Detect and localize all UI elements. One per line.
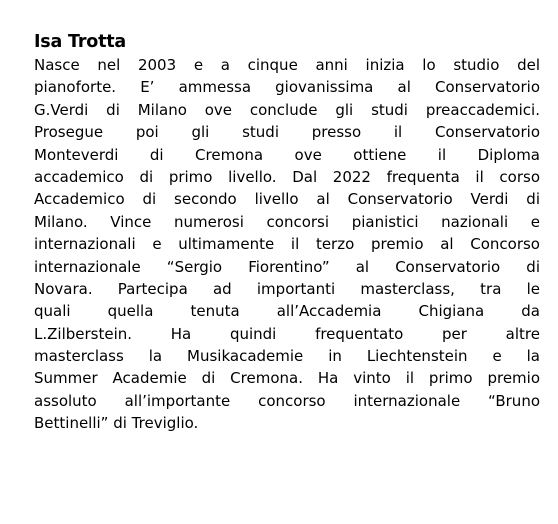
bio-line-12: quali quella tenuta all’Accademia Chigiana da [34, 302, 540, 321]
bio-line-10: internazionale “Sergio Fiorentino” al Conservatorio di [34, 257, 540, 276]
bio-line-11: Novara. Partecipa ad importanti masterclass, tra le [34, 279, 540, 298]
bio-line-3: G.Verdi di Milano ove conclude gli studi preaccademici. [34, 100, 540, 119]
bio-paragraph [34, 54, 540, 435]
bio-line-15: Summer Academie di Cremona. Ha vinto il primo premio [34, 369, 540, 388]
bio-line-2: pianoforte. E’ ammessa giovanissima al Conservatorio [34, 78, 540, 97]
biography-section [34, 30, 540, 435]
bio-line-8: Milano. Vince numerosi concorsi pianistici nazionali e [34, 212, 540, 231]
bio-line-17: Bettinelli” di Treviglio. [34, 414, 199, 433]
bio-line-9: internazionali e ultimamente il terzo premio al Concorso [34, 235, 540, 254]
bio-line-13: L.Zilberstein. Ha quindi frequentato per altre [34, 324, 540, 343]
bio-line-1: Nasce nel 2003 e a cinque anni inizia lo studio del [34, 56, 540, 74]
bio-line-14: masterclass la Musikacademie in Liechtenstein e la [34, 347, 540, 366]
bio-line-6: accademico di primo livello. Dal 2022 frequenta il corso [34, 167, 540, 186]
bio-line-4: Prosegue poi gli studi presso il Conservatorio [34, 123, 540, 142]
bio-line-7: Accademico di secondo livello al Conservatorio Verdi di [34, 190, 540, 209]
bio-line-5: Monteverdi di Cremona ove ottiene il Diploma [34, 145, 540, 164]
bio-line-16: assoluto all’importante concorso internazionale “Bruno [34, 391, 540, 410]
bio-name-heading: Isa Trotta [34, 32, 127, 52]
